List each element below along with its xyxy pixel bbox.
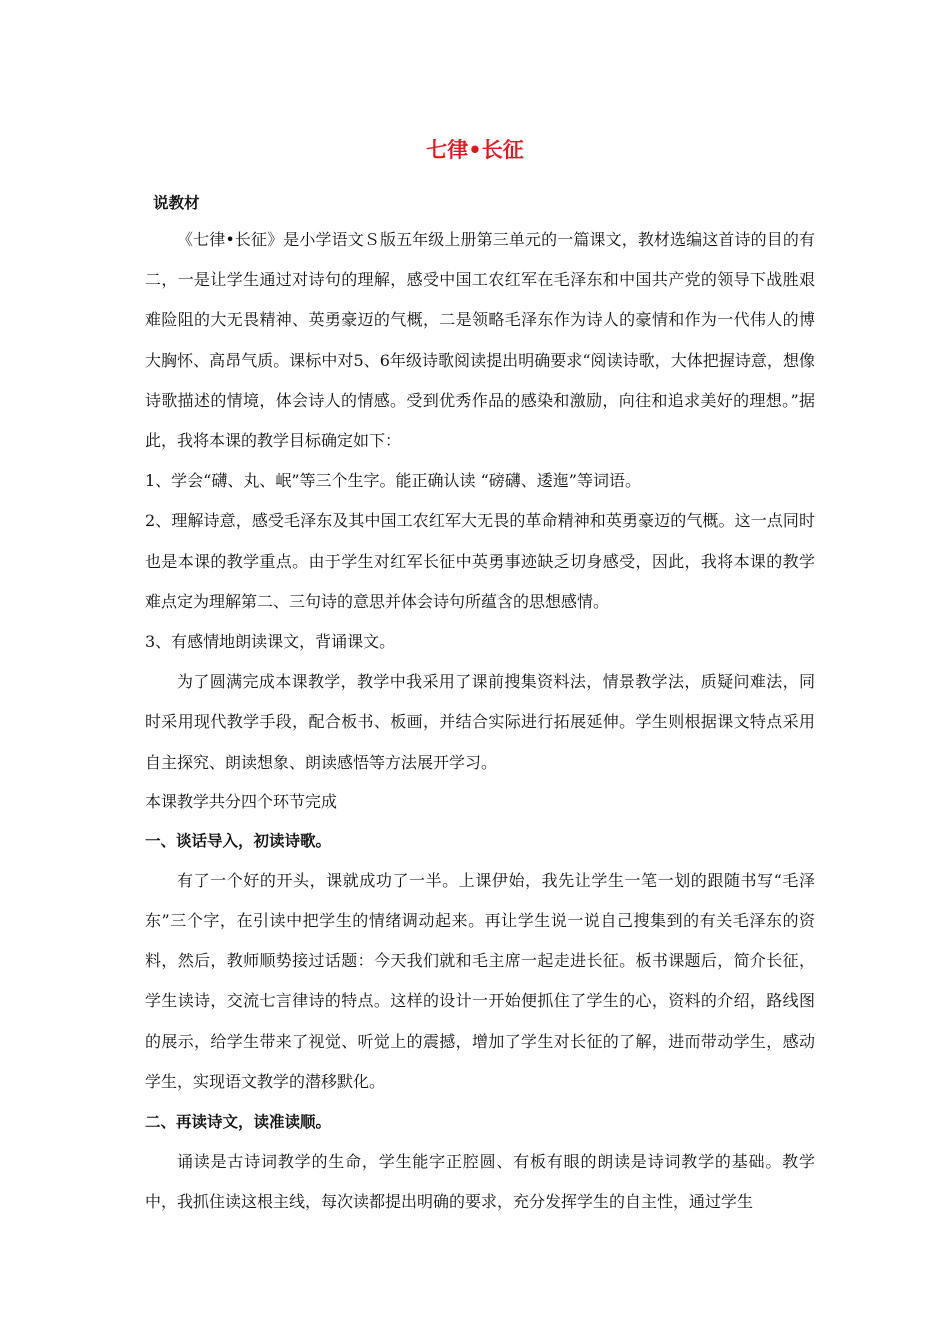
intro-paragraph: 《七律•长征》是小学语文Ｓ版五年级上册第三单元的一篇课文，教材选编这首诗的目的有二，一是让学生通过对诗句的理解，感受中国工农红军在毛泽东和中国共产党的领导下战胜艰难险阻的大无畏精神、英勇豪迈的气概，二是领略毛泽东作为诗人的豪情和作为一代伟人的博大胸怀、高昂气质。课标中对5、6年级诗歌阅读提出明确要求“阅读诗歌，大体把握诗意，想像诗歌描述的情境，体会诗人的情感。受到优秀作品的感染和激励，向往和追求美好的理想。”据此，我将本课的教学目标确定如下： [145, 230, 815, 451]
goal-item-2: 2、理解诗意，感受毛泽东及其中国工农红军大无畏的革命精神和英勇豪迈的气概。这一点同时也是本课的教学重点。由于学生对红军长征中英勇事迹缺乏切身感受，因此，我将本课的教学难点定为理解第二、三句诗的意思并体会诗句所蕴含的思想感情。 [145, 511, 815, 611]
document-title: 七律•长征 [426, 138, 524, 162]
methods-paragraph: 为了圆满完成本课教学，教学中我采用了课前搜集资料法，情景教学法，质疑问难法，同时采用现代教学手段，配合板书、板画，并结合实际进行拓展延伸。学生则根据课文特点采用自主探究、朗读想象、朗读感悟等方法展开学习。 [145, 672, 815, 772]
goal-item-3: 3、有感情地朗读课文，背诵课文。 [145, 632, 396, 652]
overview-line: 本课教学共分四个环节完成 [145, 791, 338, 811]
section-two-paragraph: 诵读是古诗词教学的生命，学生能字正腔圆、有板有眼的朗读是诗词教学的基础。教学中，我抓住读这根主线，每次读都提出明确的要求，充分发挥学生的自主性，通过学生 [145, 1152, 815, 1212]
section-one-heading: 一、谈话导入，初读诗歌。 [145, 831, 332, 850]
section-one-paragraph: 有了一个好的开头，课就成功了一半。上课伊始，我先让学生一笔一划的跟随书写“毛泽东”三个字，在引读中把学生的情绪调动起来。再让学生说一说自己搜集到的有关毛泽东的资料，然后，教师顺势接过话题：今天我们就和毛主席一起走进长征。板书课题后，简介长征，学生读诗，交流七言律诗的特点。这样的设计一开始便抓住了学生的心，资料的介绍，路线图的展示，给学生带来了视觉、听觉上的震撼，增加了学生对长征的了解，进而带动学生，感动学生，实现语文教学的潜移默化。 [145, 870, 815, 1091]
section-label: 说教材 [153, 194, 200, 212]
document-body [145, 186, 815, 1222]
goal-item-1: 1、学会“礴、丸、岷”等三个生字。能正确认读 “磅礴、逶迤”等词语。 [145, 471, 641, 491]
section-two-heading: 二、再读诗文，读准读顺。 [145, 1113, 332, 1132]
